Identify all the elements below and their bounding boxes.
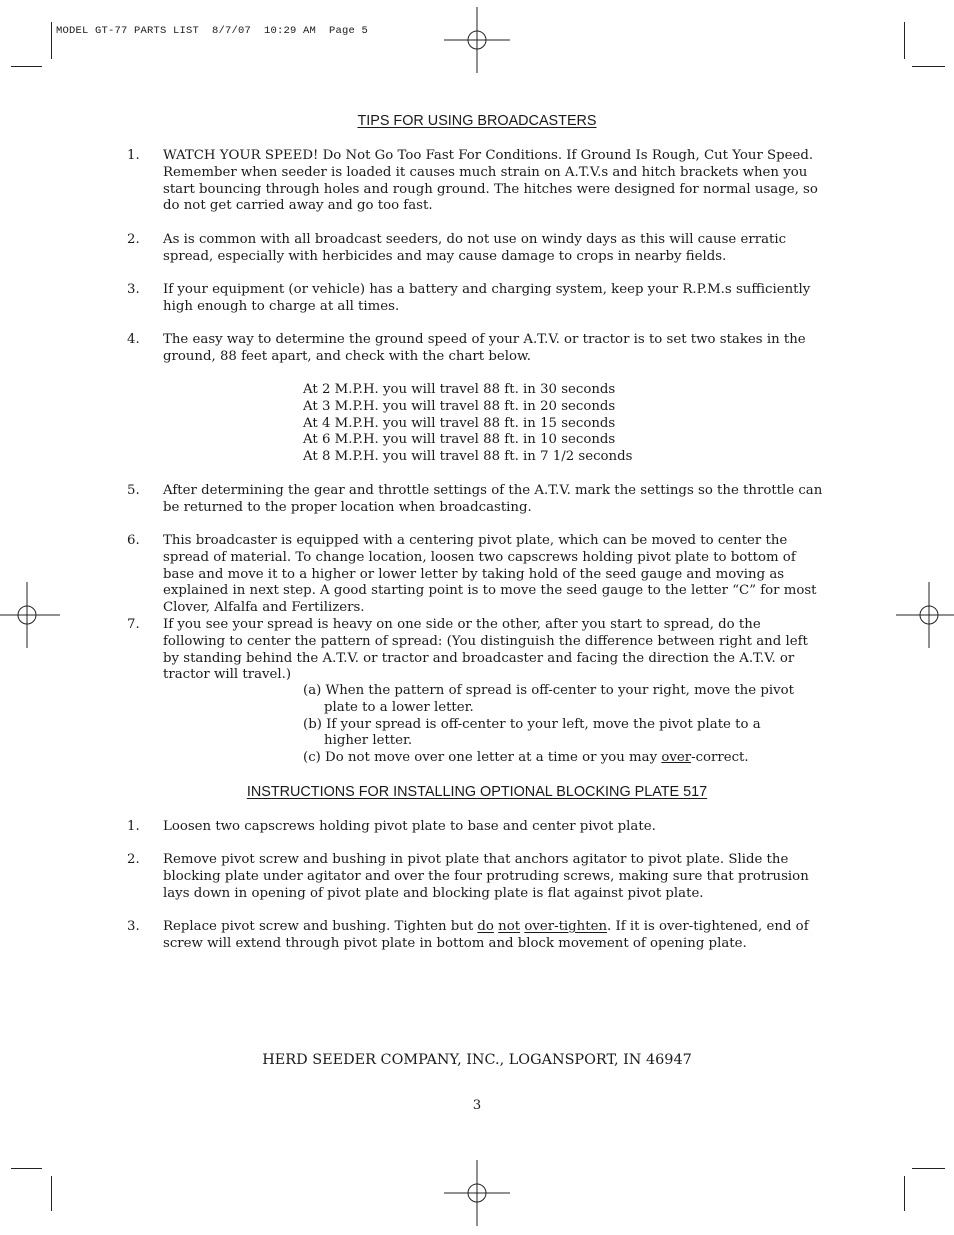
tip-item-7	[127, 617, 827, 684]
item-text: The easy way to determine the ground speed of your A.T.V. or tractor is to set two stakes in the ground, 88 feet apart, and check with the chart below.	[163, 332, 806, 364]
speed-chart-line: At 3 M.P.H. you will travel 88 ft. in 20 seconds	[303, 398, 616, 414]
tip-item-4	[127, 332, 827, 366]
item-number: 1.	[127, 148, 140, 163]
registration-mark-right	[896, 582, 954, 648]
spread-correction-list	[303, 683, 803, 767]
item-text: WATCH YOUR SPEED! Do Not Go Too Fast For Conditions. If Ground Is Rough, Cut Your Speed. Remember when seeder is loaded it causes much strain on A.T.V.s and hitch brackets when you start bouncing through holes and rough ground. The hitches were designed for normal usage, so do not get carried away and go too fast.	[163, 148, 818, 214]
crop-mark-bottom-left-v	[51, 1176, 52, 1211]
tip-item-2	[127, 232, 827, 266]
tips-heading: TIPS FOR USING BROADCASTERS	[357, 113, 597, 129]
crop-mark-top-left-v	[51, 22, 52, 59]
item-text: After determining the gear and throttle settings of the A.T.V. mark the settings so the throttle can be returned to the proper location when broadcasting.	[163, 483, 823, 515]
item-text: This broadcaster is equipped with a centering pivot plate, which can be moved to center the spread of material. To change location, loosen two capscrews holding pivot plate to bottom of base and move it to a higher or lower letter by taking hold of the seed gauge and moving as explained in next step. A good starting point is to move the seed gauge to the letter “C” for most Clover, Alfalfa and Fertilizers.	[163, 533, 817, 616]
registration-mark-top	[444, 7, 510, 73]
tip-item-3	[127, 282, 827, 316]
registration-mark-left	[0, 582, 60, 648]
sub-item-a: (a) When the pattern of spread is off-center to your right, move the pivot plate to a lower letter.	[303, 683, 794, 715]
page-number: 3	[472, 1098, 482, 1113]
blocking-plate-heading: INSTRUCTIONS FOR INSTALLING OPTIONAL BLOCKING PLATE 517	[246, 784, 708, 800]
speed-chart-line: At 4 M.P.H. you will travel 88 ft. in 15 seconds	[303, 415, 616, 431]
item-number: 4.	[127, 332, 140, 347]
item-text: Replace pivot screw and bushing. Tighten but do not over-tighten. If it is over-tightened, end of screw will extend through pivot plate in bottom and block movement of opening plate.	[163, 919, 809, 951]
item-number: 3.	[127, 282, 140, 297]
item-number: 7.	[127, 617, 140, 632]
crop-mark-bottom-right-h	[912, 1168, 945, 1169]
item-number: 6.	[127, 533, 140, 548]
blocking-item-1	[127, 819, 827, 836]
item-number: 3.	[127, 919, 140, 934]
crop-mark-top-right-h	[912, 66, 945, 67]
tip-item-1	[127, 148, 827, 215]
speed-chart-line: At 6 M.P.H. you will travel 88 ft. in 10 seconds	[303, 432, 616, 448]
item-text: Loosen two capscrews holding pivot plate to base and center pivot plate.	[163, 819, 656, 834]
registration-mark-bottom	[444, 1160, 510, 1226]
speed-chart-line: At 2 M.P.H. you will travel 88 ft. in 30 seconds	[303, 382, 616, 397]
item-number: 2.	[127, 852, 140, 867]
print-slug: MODEL GT-77 PARTS LIST 8/7/07 10:29 AM Page 5	[56, 25, 369, 37]
item-text: As is common with all broadcast seeders, do not use on windy days as this will cause erratic spread, especially with herbicides and may cause damage to crops in nearby fields.	[163, 232, 787, 264]
crop-mark-bottom-left-h	[11, 1168, 42, 1169]
crop-mark-top-left-h	[11, 66, 42, 67]
crop-mark-top-right-v	[904, 22, 905, 59]
crop-mark-bottom-right-v	[904, 1176, 905, 1211]
item-text: If you see your spread is heavy on one side or the other, after you start to spread, do the following to center the pattern of spread: (You distinguish the difference between right and left by standing behind the A.T.V. or tractor and broadcaster and facing the direction the A.T.V. or tractor will travel.)	[163, 617, 808, 683]
blocking-item-3	[127, 919, 827, 953]
item-text: Remove pivot screw and bushing in pivot plate that anchors agitator to pivot plate. Slide the blocking plate under agitator and over the four protruding screws, making sure that protrusion lays down in opening of pivot plate and blocking plate is flat against pivot plate.	[163, 852, 809, 901]
item-text: If your equipment (or vehicle) has a battery and charging system, keep your R.P.M.s sufficiently high enough to charge at all times.	[163, 282, 811, 314]
tip-item-6	[127, 533, 827, 617]
speed-chart	[303, 382, 632, 466]
tip-item-5	[127, 483, 827, 517]
sub-item-c: (c) Do not move over one letter at a time or you may over-correct.	[303, 750, 749, 766]
blocking-item-2	[127, 852, 827, 902]
item-number: 2.	[127, 232, 140, 247]
item-number: 5.	[127, 483, 140, 498]
speed-chart-line: At 8 M.P.H. you will travel 88 ft. in 7 1/2 seconds	[303, 449, 633, 465]
item-number: 1.	[127, 819, 140, 834]
sub-item-b: (b) If your spread is off-center to your left, move the pivot plate to a higher letter.	[303, 716, 761, 749]
company-footer: HERD SEEDER COMPANY, INC., LOGANSPORT, IN 46947	[262, 1052, 692, 1068]
